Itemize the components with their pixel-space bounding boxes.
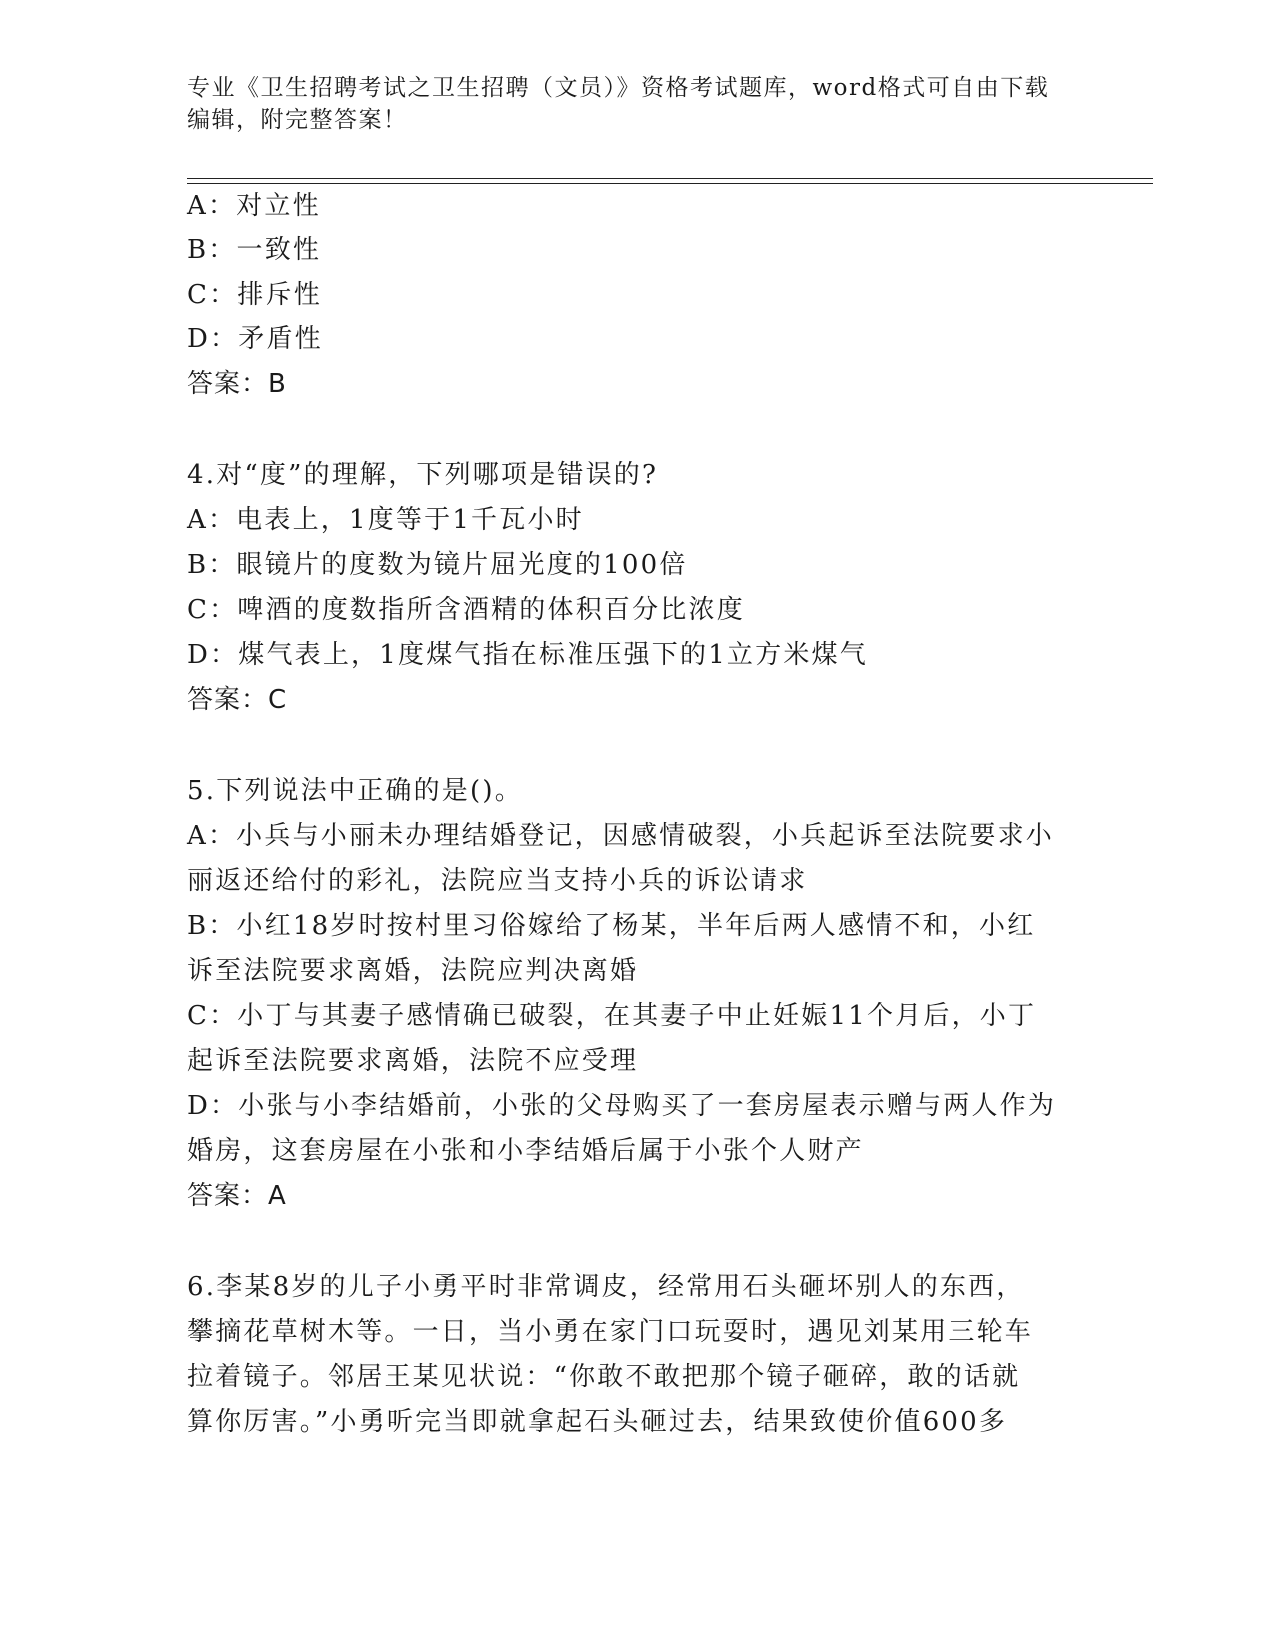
q4-option-b: B：眼镜片的度数为镜片屈光度的100倍	[187, 550, 688, 580]
q3-option-c: C：排斥性	[187, 280, 322, 310]
header-divider-bottom	[187, 183, 1153, 184]
q4-option-a: A：电表上，1度等于1千瓦小时	[187, 505, 584, 535]
q5-option-b-cont: 诉至法院要求离婚，法院应判决离婚	[187, 956, 639, 986]
q5-question: 5.下列说法中正确的是()。	[187, 776, 523, 806]
q4-question: 4.对“度”的理解，下列哪项是错误的?	[187, 460, 659, 490]
q3-option-d: D：矛盾性	[187, 324, 323, 354]
q5-option-c: C：小丁与其妻子感情确已破裂，在其妻子中止妊娠11个月后，小丁	[187, 1001, 1037, 1031]
q5-option-d-cont: 婚房，这套房屋在小张和小李结婚后属于小张个人财产	[187, 1136, 864, 1166]
q5-option-b: B：小红18岁时按村里习俗嫁给了杨某，半年后两人感情不和，小红	[187, 911, 1036, 941]
q6-question-line-4: 算你厉害。”小勇听完当即就拿起石头砸过去，结果致使价值600多	[187, 1407, 1008, 1437]
q6-question-line-3: 拉着镜子。邻居王某见状说：“你敢不敢把那个镜子砸碎，敢的话就	[187, 1362, 1021, 1392]
q4-answer: 答案：C	[187, 685, 288, 715]
q3-option-a: A：对立性	[187, 191, 321, 221]
q5-option-d: D：小张与小李结婚前，小张的父母购买了一套房屋表示赠与两人作为	[187, 1091, 1057, 1121]
q3-answer: 答案：B	[187, 369, 287, 399]
q5-option-a-cont: 丽返还给付的彩礼，法院应当支持小兵的诉讼请求	[187, 866, 808, 896]
document-header	[187, 72, 1067, 136]
q5-answer: 答案：A	[187, 1181, 287, 1211]
q6-question-line-1: 6.李某8岁的儿子小勇平时非常调皮，经常用石头砸坏别人的东西，	[187, 1272, 1025, 1302]
header-divider-top	[187, 178, 1153, 179]
q3-option-b: B：一致性	[187, 235, 322, 265]
q5-option-c-cont: 起诉至法院要求离婚，法院不应受理	[187, 1046, 639, 1076]
q5-option-a: A：小兵与小丽未办理结婚登记，因感情破裂，小兵起诉至法院要求小	[187, 821, 1054, 851]
q6-question-line-2: 攀摘花草树木等。一日，当小勇在家门口玩耍时，遇见刘某用三轮车	[187, 1317, 1034, 1347]
header-line-1: 专业《卫生招聘考试之卫生招聘（文员）》资格考试题库，word格式可自由下载	[187, 75, 1050, 101]
header-line-2: 编辑，附完整答案！	[187, 107, 408, 133]
q4-option-d: D：煤气表上，1度煤气指在标准压强下的1立方米煤气	[187, 640, 868, 670]
q4-option-c: C：啤酒的度数指所含酒精的体积百分比浓度	[187, 595, 745, 625]
